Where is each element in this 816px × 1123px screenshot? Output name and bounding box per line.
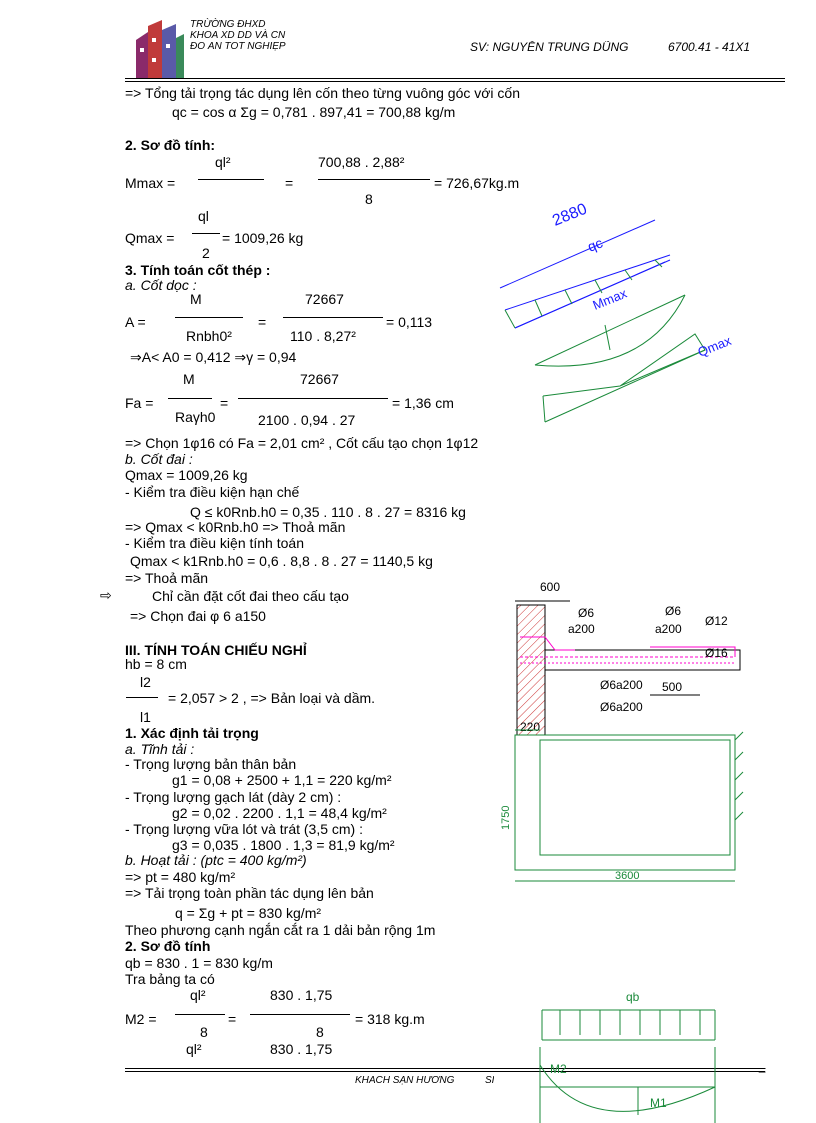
fraction-bar (192, 233, 220, 234)
m2-equals: = (228, 1011, 237, 1027)
arrow-icon: ⇨ (100, 587, 112, 603)
slab-section-diagram (500, 575, 770, 735)
school-logo (130, 18, 186, 80)
qmax-stirrup: Qmax = 1009,26 kg (125, 467, 248, 483)
fa-denominator-2: 2100 . 0,94 . 27 (258, 412, 356, 428)
span-label: 2880 (550, 200, 590, 230)
a0-gamma-line: ⇒A< A0 = 0,412 ⇒γ = 0,94 (130, 349, 297, 365)
fraction-bar (198, 179, 264, 180)
header-faculty: KHOA XD DD VÀ CN (190, 30, 286, 41)
stirrup-label-1: Ø6a200 (600, 678, 643, 692)
section-3-heading: 3. Tính toán cốt thép : (125, 262, 271, 278)
total-load-intro: => Tổng tải trọng tác dụng lên cốn theo từng vuông góc với cốn (125, 85, 521, 101)
table-lookup: Tra bảng ta có (125, 971, 215, 987)
footer-title: KHÁCH SẠN HƯƠNG (355, 1076, 455, 1085)
static-load-subheading: a. Tĩnh tải : (125, 741, 195, 757)
a-denominator-2: 110 . 8,27² (290, 328, 356, 344)
fraction-bar (283, 317, 383, 318)
a-numerator: M (190, 291, 202, 307)
width-600: 600 (540, 580, 561, 594)
fraction-bar (318, 179, 430, 180)
strip-note: Theo phương cạnh ngắn cắt ra 1 dải bản rộng 1m (125, 922, 436, 938)
self-weight-item: - Trọng lượng bản thân bản (125, 756, 297, 772)
a-label: A = (125, 314, 146, 330)
m2-denominator-2: 8 (316, 1024, 324, 1040)
span-dimension (500, 220, 655, 288)
stirrup-note: Chỉ cần đặt cốt đai theo cấu tạo (152, 588, 349, 604)
mmax-denominator-2: 8 (365, 191, 373, 207)
shear-label: Qmax (695, 332, 734, 360)
ratio-result: = 2,057 > 2 , => Bản loại và dầm. (168, 690, 376, 706)
ratio-numerator: l2 (140, 674, 151, 690)
check-calc-result: => Thoả mãn (125, 570, 209, 586)
m1-numerator-2: 830 . 1,75 (270, 1041, 333, 1057)
fa-numerator-2: 72667 (300, 371, 339, 387)
bar-12: Ø12 (705, 614, 728, 628)
longitudinal-rebar-subheading: a. Cốt dọc : (125, 277, 197, 293)
g1-equation: g1 = 0,08 + 2500 + 1,1 = 220 kg/m² (172, 772, 392, 788)
check-limit: - Kiểm tra điều kiện hạn chế (125, 484, 300, 500)
load-qb-label: qb (626, 990, 640, 1004)
mmax-numerator: ql² (215, 154, 231, 170)
wall (517, 605, 545, 735)
fa-denominator: Raγh0 (175, 409, 216, 425)
qmax-numerator: ql (198, 208, 209, 224)
landing-plan-diagram (495, 725, 755, 890)
fa-result: = 1,36 cm (392, 395, 454, 411)
m2-label: M2 = (125, 1011, 157, 1027)
width-500: 500 (662, 680, 683, 694)
check-limit-equation: Q ≤ k0Rnb.h0 = 0,35 . 110 . 8 . 27 = 8316 kg (190, 504, 466, 520)
fraction-bar (175, 1014, 225, 1015)
width-220: 220 (520, 720, 541, 734)
m2-diagram-label: M2 (550, 1062, 567, 1076)
ratio-denominator: l1 (140, 709, 151, 725)
check-calc-equation: Qmax < k1Rnb.h0 = 0,6 . 8,8 . 8 . 27 = 1140,5 kg (130, 553, 433, 569)
qmax-denominator: 2 (202, 245, 210, 261)
fraction-bar (175, 317, 243, 318)
a-denominator: Rnbh0² (186, 328, 232, 344)
live-load-subheading: b. Hoạt tải : (ptc = 400 kg/m²) (125, 852, 307, 868)
check-calc: - Kiểm tra điều kiện tính toán (125, 535, 304, 551)
slab-outline-inner (540, 740, 730, 855)
header-project: ĐỒ ÁN TỐT NGHIỆP (190, 42, 286, 51)
mmax-equals: = (285, 175, 294, 191)
footer-mark: = (758, 1062, 767, 1078)
pt-equation: => pt = 480 kg/m² (125, 869, 236, 885)
m2-result: = 318 kg.m (355, 1011, 425, 1027)
qb-equation: qb = 830 . 1 = 830 kg/m (125, 955, 273, 971)
header-class: 6700.41 - 41X1 (668, 41, 751, 51)
width-3600: 3600 (615, 870, 640, 882)
tile-weight-item: - Trọng lượng gạch lát (dày 2 cm) : (125, 789, 342, 805)
moment-label: Mmax (590, 285, 629, 313)
spacing-200-left: a200 (568, 622, 595, 636)
m1-numerator: ql² (186, 1041, 202, 1057)
stirrup-label-2: Ø6a200 (600, 700, 643, 714)
m2-denominator: 8 (200, 1024, 208, 1040)
stirrup-choice: => Chọn đai φ 6 a150 (130, 608, 266, 624)
fa-numerator: M (183, 371, 195, 387)
header-rule-2 (125, 81, 785, 82)
g2-equation: g2 = 0,02 . 2200 . 1,1 = 48,4 kg/m² (172, 805, 387, 821)
slab-thickness: hb = 8 cm (125, 656, 187, 672)
load-label: qc (585, 234, 605, 255)
a-result: = 0,113 (386, 314, 433, 330)
q-equation: q = Σg + pt = 830 kg/m² (175, 905, 322, 921)
qmax-label: Qmax = (125, 230, 175, 246)
slab-outline-outer (515, 735, 735, 870)
shear-baseline (545, 350, 705, 422)
spacing-200-right: a200 (655, 622, 682, 636)
fraction-bar (126, 697, 158, 698)
stirrup-subheading: b. Cốt đai : (125, 451, 193, 467)
beam-diagram (495, 200, 755, 440)
m1-diagram-label: M1 (650, 1096, 667, 1110)
qmax-result: = 1009,26 kg (222, 230, 304, 246)
load-line (505, 255, 670, 313)
scheme-heading: 2. Sơ đồ tính (125, 938, 211, 954)
mmax-numerator-2: 700,88 . 2,88² (318, 154, 405, 170)
mmax-result: = 726,67kg.m (434, 175, 520, 191)
a-equals: = (258, 314, 267, 330)
m2-numerator-2: 830 . 1,75 (270, 987, 333, 1003)
footer-suffix: SI (485, 1076, 495, 1085)
moment-scheme-diagram (530, 985, 730, 1123)
check-limit-result: => Qmax < k0Rnb.h0 => Thoả mãn (125, 519, 346, 535)
height-1750: 1750 (500, 805, 512, 830)
bar-6-right: Ø6 (665, 604, 682, 618)
fraction-bar (238, 398, 388, 399)
rebar-choice: => Chọn 1φ16 có Fa = 2,01 cm² , Cốt cấu tạo chọn 1φ12 (125, 435, 479, 451)
fa-label: Fa = (125, 395, 154, 411)
total-load-line: => Tải trọng toàn phần tác dụng lên bản (125, 885, 374, 901)
fraction-bar (168, 398, 212, 399)
qc-equation: qc = cos α Σg = 0,781 . 897,41 = 700,88 kg/m (172, 104, 456, 120)
mortar-weight-item: - Trọng lượng vữa lót và trát (3,5 cm) : (125, 821, 363, 837)
section-landing-heading: III. TÍNH TOÁN CHIẾU NGHỈ (125, 642, 307, 658)
header-student: SV: NGUYỄN TRUNG DŨNG (470, 41, 629, 51)
fraction-bar (250, 1014, 350, 1015)
header-school: TRỪỜNG ĐHXD (190, 19, 266, 30)
load-heading: 1. Xác định tải trọng (125, 725, 259, 741)
section-2-heading: 2. Sơ đồ tính: (125, 137, 216, 153)
fa-equals: = (220, 395, 229, 411)
bar-16: Ø16 (705, 646, 728, 660)
g3-equation: g3 = 0,035 . 1800 . 1,3 = 81,9 kg/m² (172, 837, 395, 853)
m2-numerator: ql² (190, 987, 206, 1003)
bar-6-left: Ø6 (578, 606, 595, 620)
a-numerator-2: 72667 (305, 291, 344, 307)
header-rule (125, 78, 785, 79)
mmax-label: Mmax = (125, 175, 176, 191)
